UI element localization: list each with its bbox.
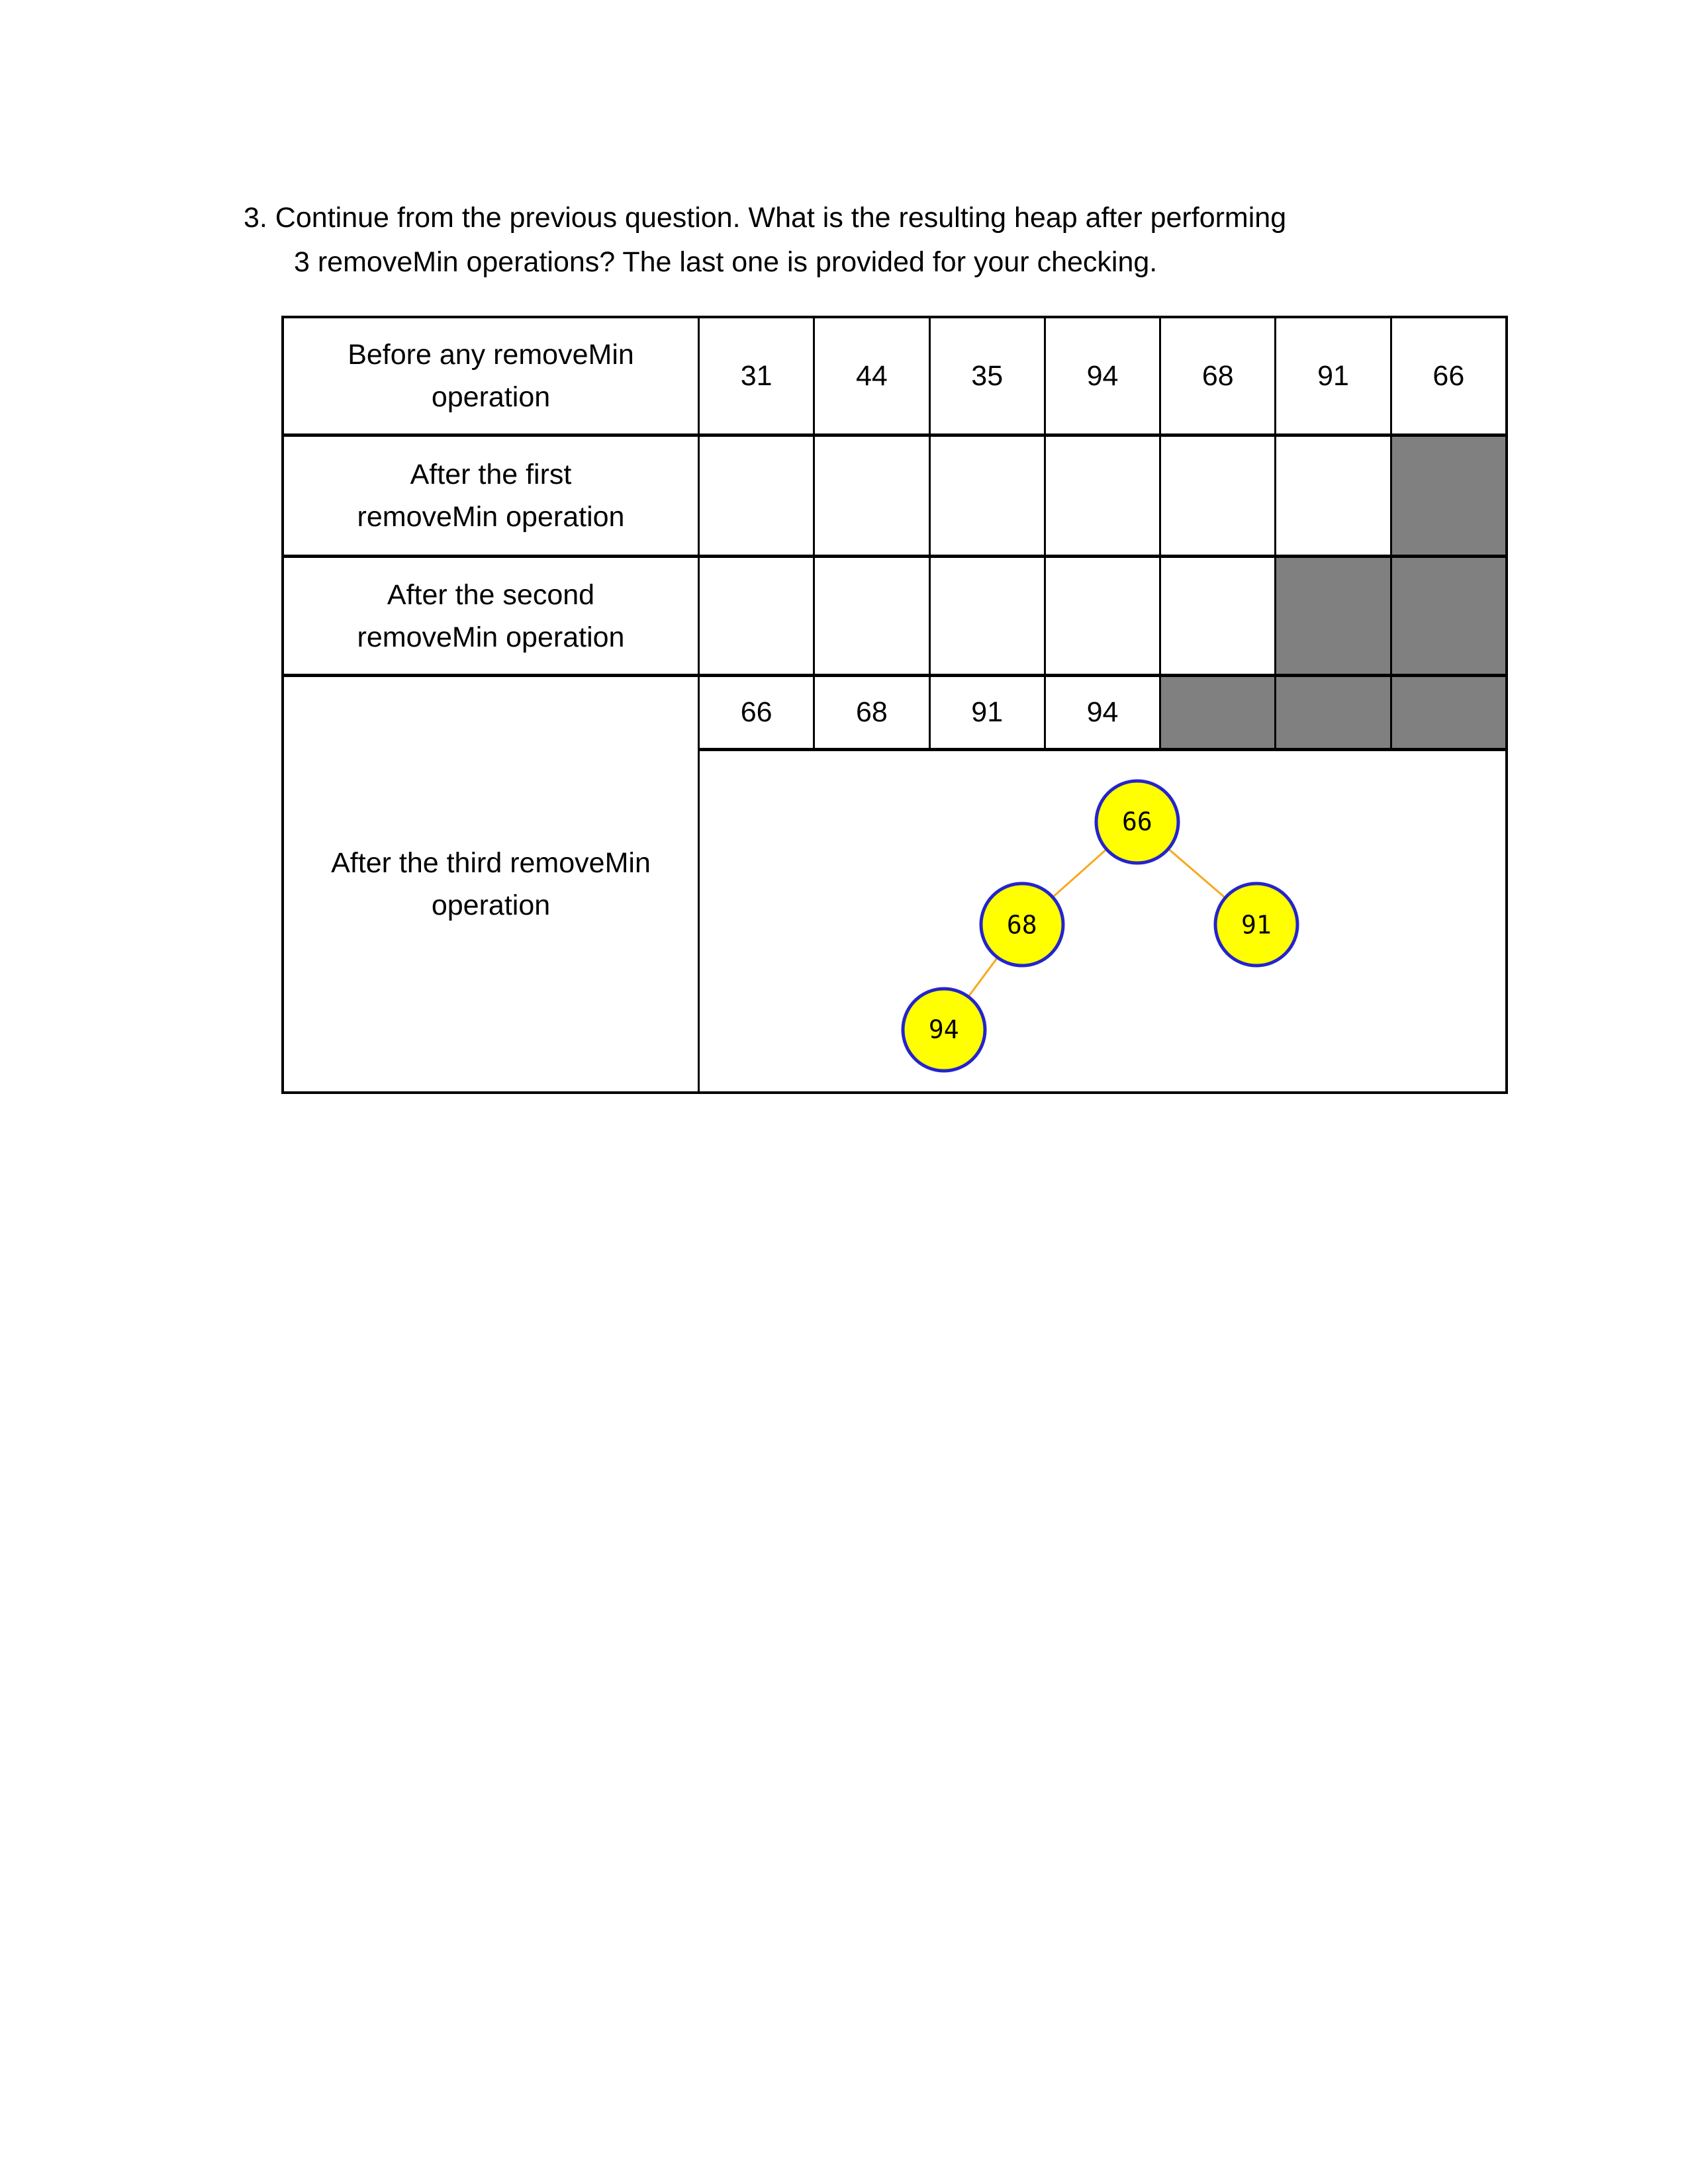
table-cell: [1159, 558, 1274, 674]
row-after-third-content: [698, 677, 1505, 1091]
heap-node-94: 94: [901, 987, 986, 1072]
heap-operations-table: [281, 316, 1508, 1094]
question-line-1: 3. Continue from the previous question. What is the resulting heap after performing: [244, 202, 1287, 234]
table-cell: [1044, 437, 1159, 555]
heap-tree-area: [698, 751, 1505, 1091]
table-cell: [813, 437, 928, 555]
heap-node-68: 68: [979, 882, 1064, 968]
table-cell: 91: [929, 677, 1044, 748]
table-cell: 31: [698, 318, 813, 433]
table-cell: [929, 437, 1044, 555]
table-cell: 66: [1390, 318, 1505, 433]
row-label-line: removeMin operation: [357, 501, 625, 533]
row-label-line: operation: [431, 381, 551, 413]
row-label-before: [284, 318, 698, 433]
table-row-after-third: [284, 677, 1505, 1091]
row-label-after-first: [284, 437, 698, 555]
heap-array-row: [698, 677, 1505, 751]
question-text: [244, 196, 1286, 285]
table-cell: [813, 558, 928, 674]
table-cell: 68: [813, 677, 928, 748]
table-cell: [1274, 437, 1389, 555]
table-cell-grayed: [1390, 677, 1505, 748]
table-cell: 66: [698, 677, 813, 748]
table-cell: 91: [1274, 318, 1389, 433]
table-cell: 94: [1044, 318, 1159, 433]
table-cell: [698, 558, 813, 674]
heap-node-91: 91: [1213, 882, 1299, 968]
table-cell-grayed: [1390, 558, 1505, 674]
row-label-line: removeMin operation: [357, 621, 625, 653]
question-line-2: 3 removeMin operations? The last one is provided for your checking.: [294, 246, 1158, 278]
table-cell: [1044, 558, 1159, 674]
row-label-after-second: [284, 558, 698, 674]
table-cell: 94: [1044, 677, 1159, 748]
table-cell-grayed: [1274, 558, 1389, 674]
table-cell-grayed: [1390, 437, 1505, 555]
row-label-line: operation: [431, 889, 551, 921]
table-cell: 68: [1159, 318, 1274, 433]
row-label-line: Before any removeMin: [348, 339, 634, 371]
table-cell: 44: [813, 318, 928, 433]
table-cell: [929, 558, 1044, 674]
row-label-line: After the first: [410, 459, 572, 490]
table-row-before: [284, 318, 1505, 437]
heap-node-66: 66: [1094, 779, 1180, 864]
table-cell: [698, 437, 813, 555]
table-cell-grayed: [1159, 677, 1274, 748]
row-label-after-third: [284, 677, 698, 1091]
row-label-line: After the second: [387, 578, 595, 611]
table-row-after-first: [284, 437, 1505, 558]
table-cell: [1159, 437, 1274, 555]
table-row-after-second: [284, 558, 1505, 677]
table-cell-grayed: [1274, 677, 1389, 748]
row-label-line: After the third removeMin: [331, 847, 651, 879]
table-cell: 35: [929, 318, 1044, 433]
